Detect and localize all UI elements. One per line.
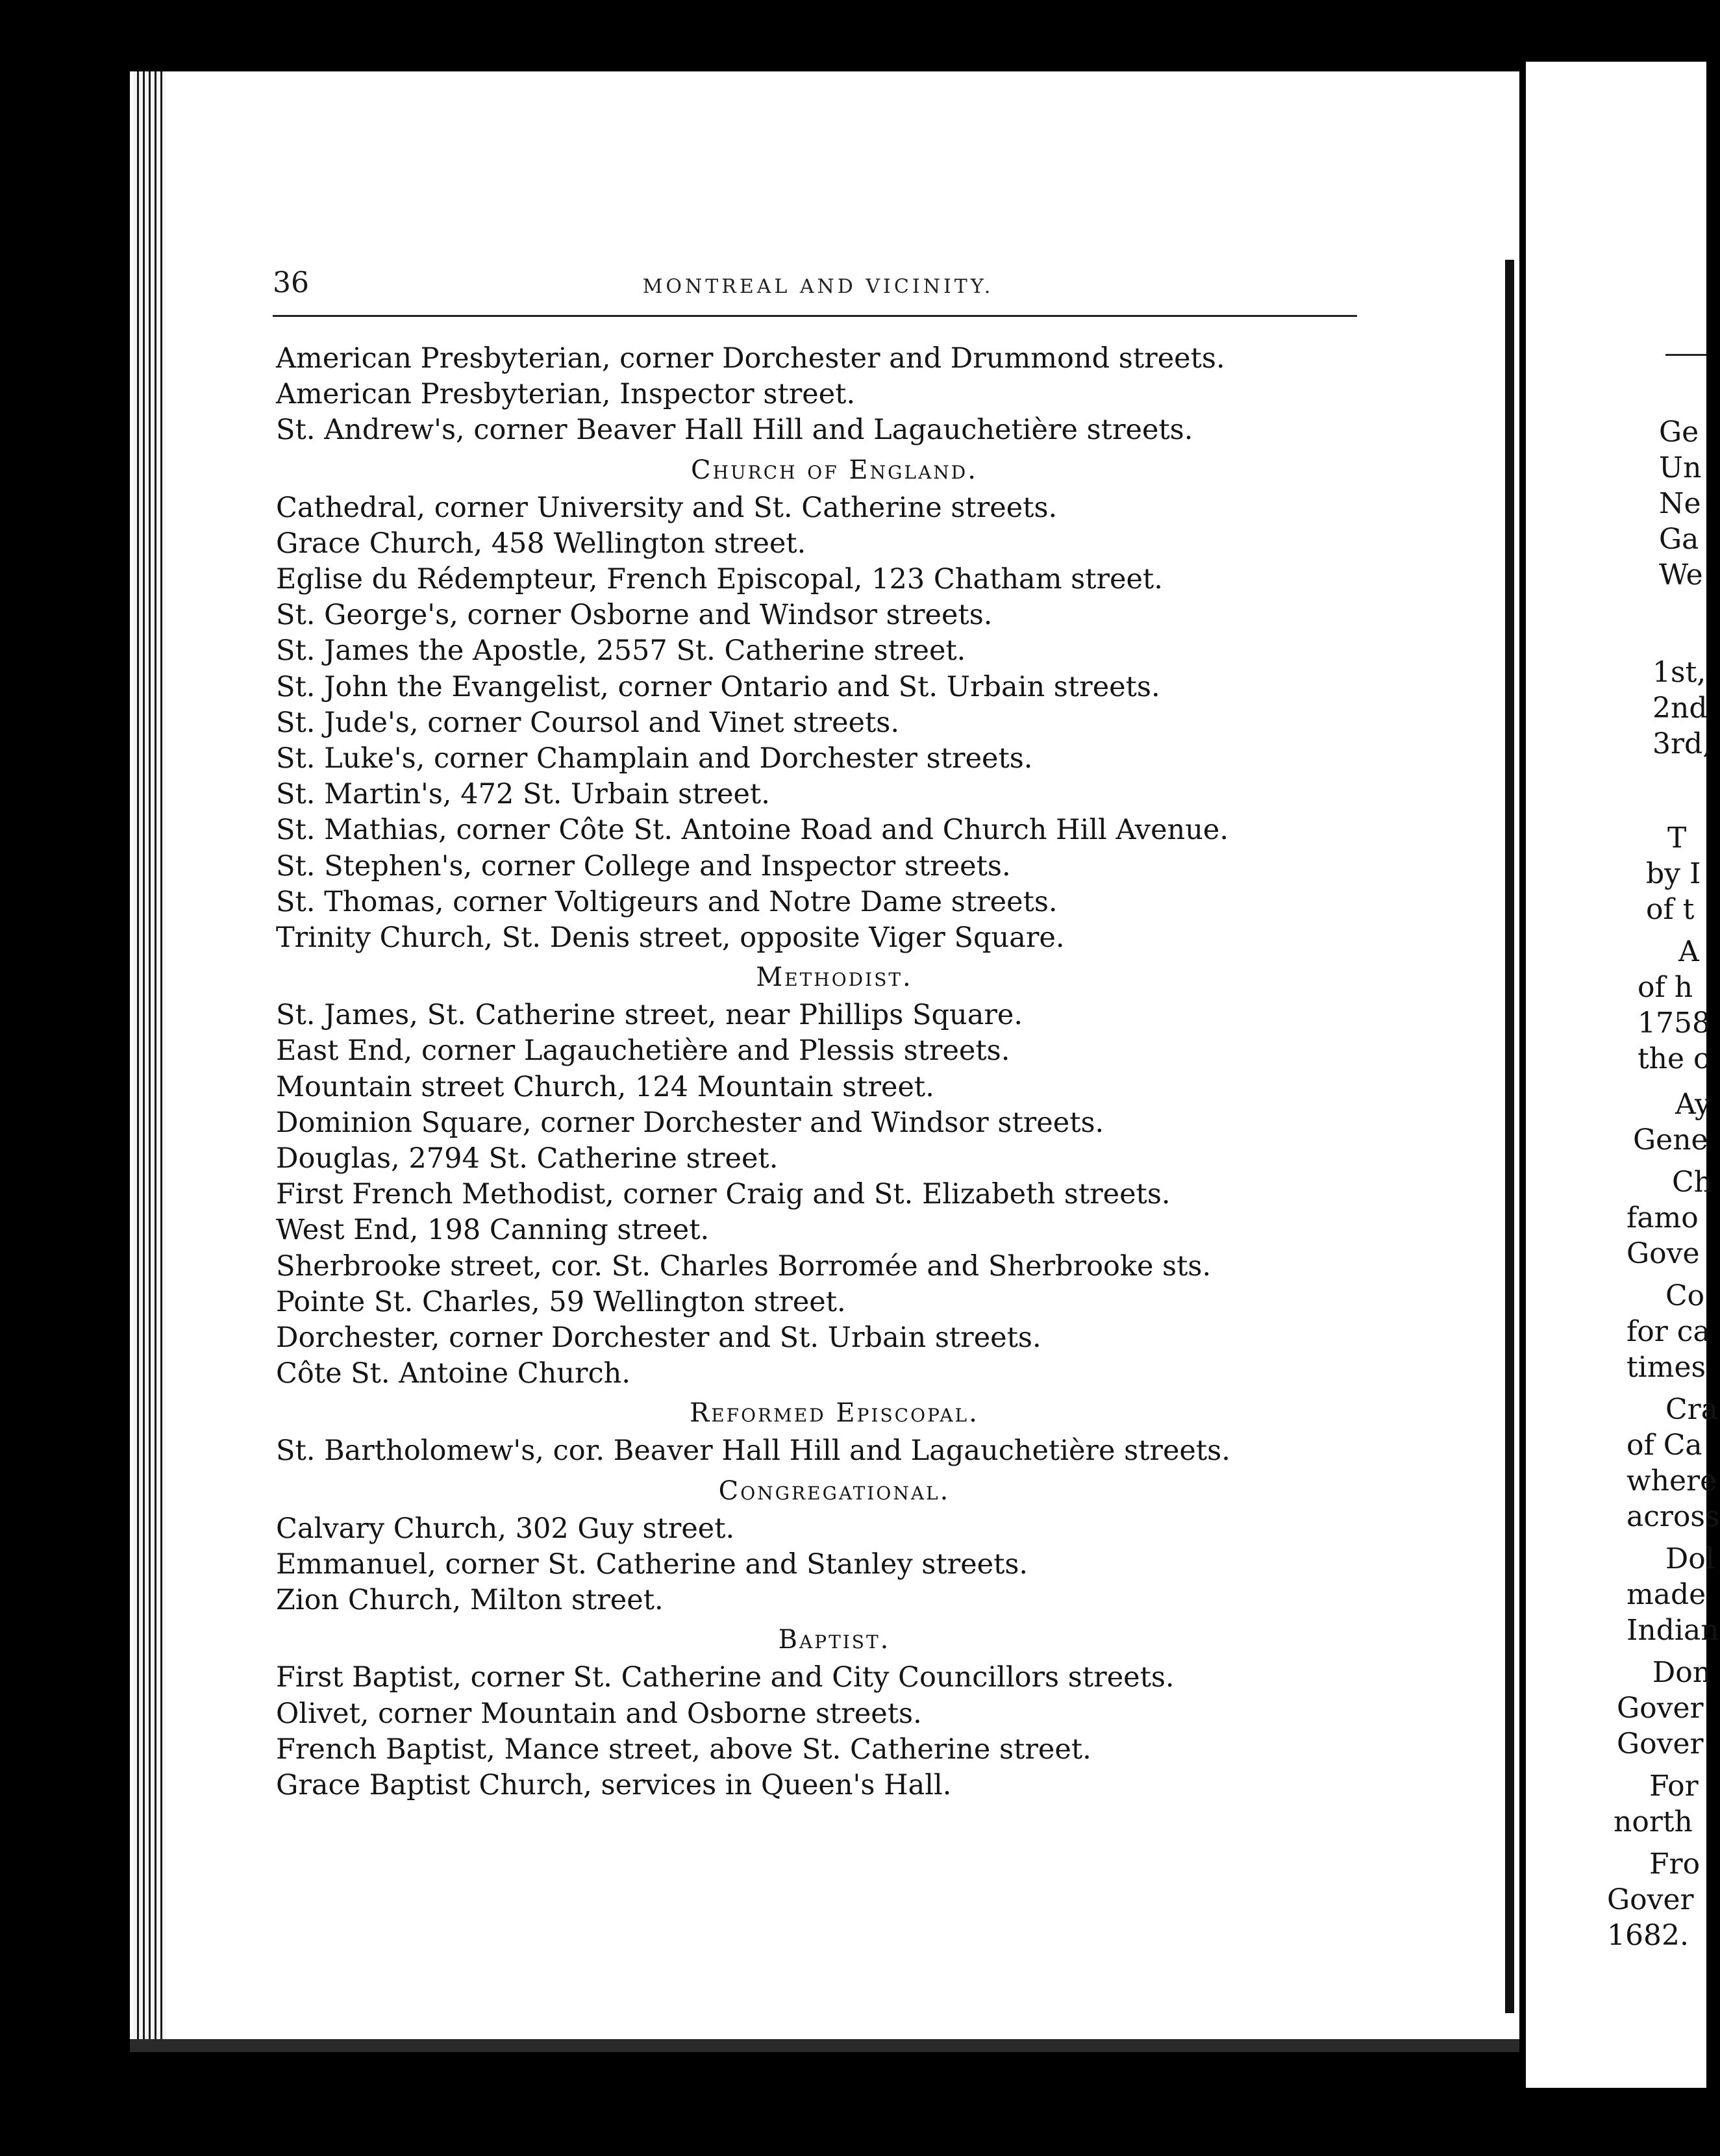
right-page-fragment: Dol [1665, 1542, 1715, 1575]
list-item: French Baptist, Mance street, above St. Catherine street. [276, 1733, 1091, 1766]
list-item: St. James the Apostle, 2557 St. Catherine street. [276, 634, 966, 668]
right-page-fragment: Don [1652, 1656, 1712, 1689]
list-item: Dominion Square, corner Dorchester and Windsor streets. [276, 1106, 1104, 1139]
list-item: St. Thomas, corner Voltigeurs and Notre Dame streets. [276, 885, 1058, 918]
right-page-fragment: 2nd [1652, 692, 1708, 725]
list-item: St. Andrew's, corner Beaver Hall Hill and Lagauchetière streets. [276, 414, 1193, 447]
right-page-fragment: the c [1638, 1042, 1710, 1075]
right-page-fragment: Ge [1659, 416, 1699, 449]
right-page-fragment: Ch [1672, 1166, 1713, 1199]
list-item: Emmanuel, corner St. Catherine and Stanley streets. [276, 1548, 1028, 1581]
list-item: Pointe St. Charles, 59 Wellington street. [276, 1285, 846, 1318]
right-page-fragment: For [1649, 1770, 1699, 1803]
list-item: Grace Baptist Church, services in Queen's Hall. [276, 1768, 952, 1801]
list-item: St. James, St. Catherine street, near Phillips Square. [276, 999, 1023, 1032]
right-page-fragment: Ne [1659, 487, 1701, 520]
section-congregational [276, 1472, 1393, 1619]
list-item: Dorchester, corner Dorchester and St. Urbain streets. [276, 1322, 1041, 1355]
list-item: East End, corner Lagauchetière and Plessis streets. [276, 1034, 1010, 1068]
right-page-fragment: 1st, [1652, 656, 1706, 689]
page-edges [133, 71, 166, 2052]
section-reformed-episcopal [276, 1394, 1393, 1469]
right-page-fragment: north [1614, 1805, 1693, 1838]
list-item: Cathedral, corner University and St. Catherine streets. [276, 491, 1058, 524]
running-title: MONTREAL AND VICINITY. [642, 275, 994, 298]
list-item: St. Jude's, corner Coursol and Vinet streets. [276, 706, 899, 739]
list-item: First Baptist, corner St. Catherine and City Councillors streets. [276, 1661, 1175, 1694]
right-page-fragment: Gover [1607, 1883, 1694, 1916]
list-item: Olivet, corner Mountain and Osborne streets. [276, 1697, 922, 1730]
right-page-fragment: 1758 [1638, 1007, 1710, 1040]
right-page-fragment: Fro [1649, 1848, 1701, 1881]
running-head [273, 266, 1364, 312]
right-page-fragment: Indian [1627, 1614, 1719, 1647]
list-item: St. Martin's, 472 St. Urbain street. [276, 778, 770, 811]
list-item: Eglise du Rédempteur, French Episcopal, 123 Chatham street. [276, 563, 1163, 596]
right-page-fragment: Gove [1627, 1237, 1700, 1270]
right-page-fragment: across [1627, 1500, 1720, 1533]
right-page-fragment: T [1667, 821, 1687, 855]
section-heading: Church of England. [691, 455, 978, 485]
right-page-fragment: Co [1665, 1279, 1705, 1312]
section-heading: Reformed Episcopal. [690, 1398, 979, 1429]
right-page-fragment: for ca [1627, 1315, 1710, 1348]
list-item: American Presbyterian, corner Dorchester and Drummond streets. [276, 342, 1225, 375]
right-page-fragments [1604, 0, 1720, 2156]
list-item: Calvary Church, 302 Guy street. [276, 1512, 735, 1545]
section-methodist [276, 959, 1393, 1392]
right-page-fragment: famo [1627, 1201, 1699, 1235]
section-heading: Methodist. [756, 962, 913, 993]
right-page-fragment: where [1627, 1464, 1717, 1498]
page-number: 36 [273, 266, 309, 299]
church-listing [276, 341, 1393, 1803]
list-item: St. George's, corner Osborne and Windsor streets. [276, 599, 993, 632]
list-item: American Presbyterian, Inspector street. [276, 378, 856, 411]
right-page-fragment: We [1659, 558, 1703, 592]
right-page-fragment: of Ca [1627, 1429, 1702, 1462]
right-page-fragment: Ga [1659, 523, 1699, 556]
right-page-fragment: 1682. [1607, 1919, 1689, 1952]
book-gutter [1505, 260, 1514, 2013]
page-bottom-shadow [130, 2039, 1519, 2052]
list-item: Côte St. Antoine Church. [276, 1357, 631, 1390]
right-page-fragment: Gover [1617, 1727, 1704, 1761]
right-page-fragment: Cra [1665, 1393, 1718, 1426]
section-baptist [276, 1621, 1393, 1803]
list-item: Trinity Church, St. Denis street, opposite Viger Square. [276, 921, 1065, 955]
list-item: St. Mathias, corner Côte St. Antoine Road and Church Hill Avenue. [276, 814, 1229, 847]
list-item: First French Methodist, corner Craig and St. Elizabeth streets. [276, 1178, 1171, 1211]
right-page-fragment: Un [1659, 451, 1702, 484]
list-item: St. Bartholomew's, cor. Beaver Hall Hill and Lagauchetière streets. [276, 1435, 1230, 1468]
right-page-fragment: Gene [1633, 1123, 1708, 1157]
list-item: St. Luke's, corner Champlain and Dorchester streets. [276, 742, 1033, 775]
right-page-fragment: times [1627, 1351, 1706, 1384]
section-church-of-england [276, 451, 1393, 957]
list-item: Mountain street Church, 124 Mountain street. [276, 1070, 934, 1103]
list-item: St. Stephen's, corner College and Inspector streets. [276, 849, 1011, 883]
header-rule [273, 315, 1357, 317]
right-page-fragment: Gover [1617, 1692, 1704, 1725]
list-item: Douglas, 2794 St. Catherine street. [276, 1142, 779, 1175]
right-page-fragment: A [1678, 935, 1699, 968]
right-page-fragment: made [1627, 1578, 1706, 1611]
list-item: St. John the Evangelist, corner Ontario and St. Urbain streets. [276, 670, 1160, 703]
right-page-fragment: of t [1646, 893, 1695, 926]
section-heading: Congregational. [718, 1475, 951, 1506]
right-page-fragment: by I [1646, 857, 1701, 890]
right-page-fragment: Ay [1675, 1088, 1711, 1121]
section-heading: Baptist. [778, 1625, 891, 1655]
right-page-fragment: of h [1638, 971, 1693, 1004]
list-item: Zion Church, Milton street. [276, 1584, 664, 1617]
presbyterian-continued [276, 341, 1393, 449]
list-item: Grace Church, 458 Wellington street. [276, 527, 806, 560]
list-item: West End, 198 Canning street. [276, 1214, 710, 1247]
list-item: Sherbrooke street, cor. St. Charles Borromée and Sherbrooke sts. [276, 1249, 1212, 1283]
right-page-fragment: 3rd, [1652, 727, 1712, 760]
